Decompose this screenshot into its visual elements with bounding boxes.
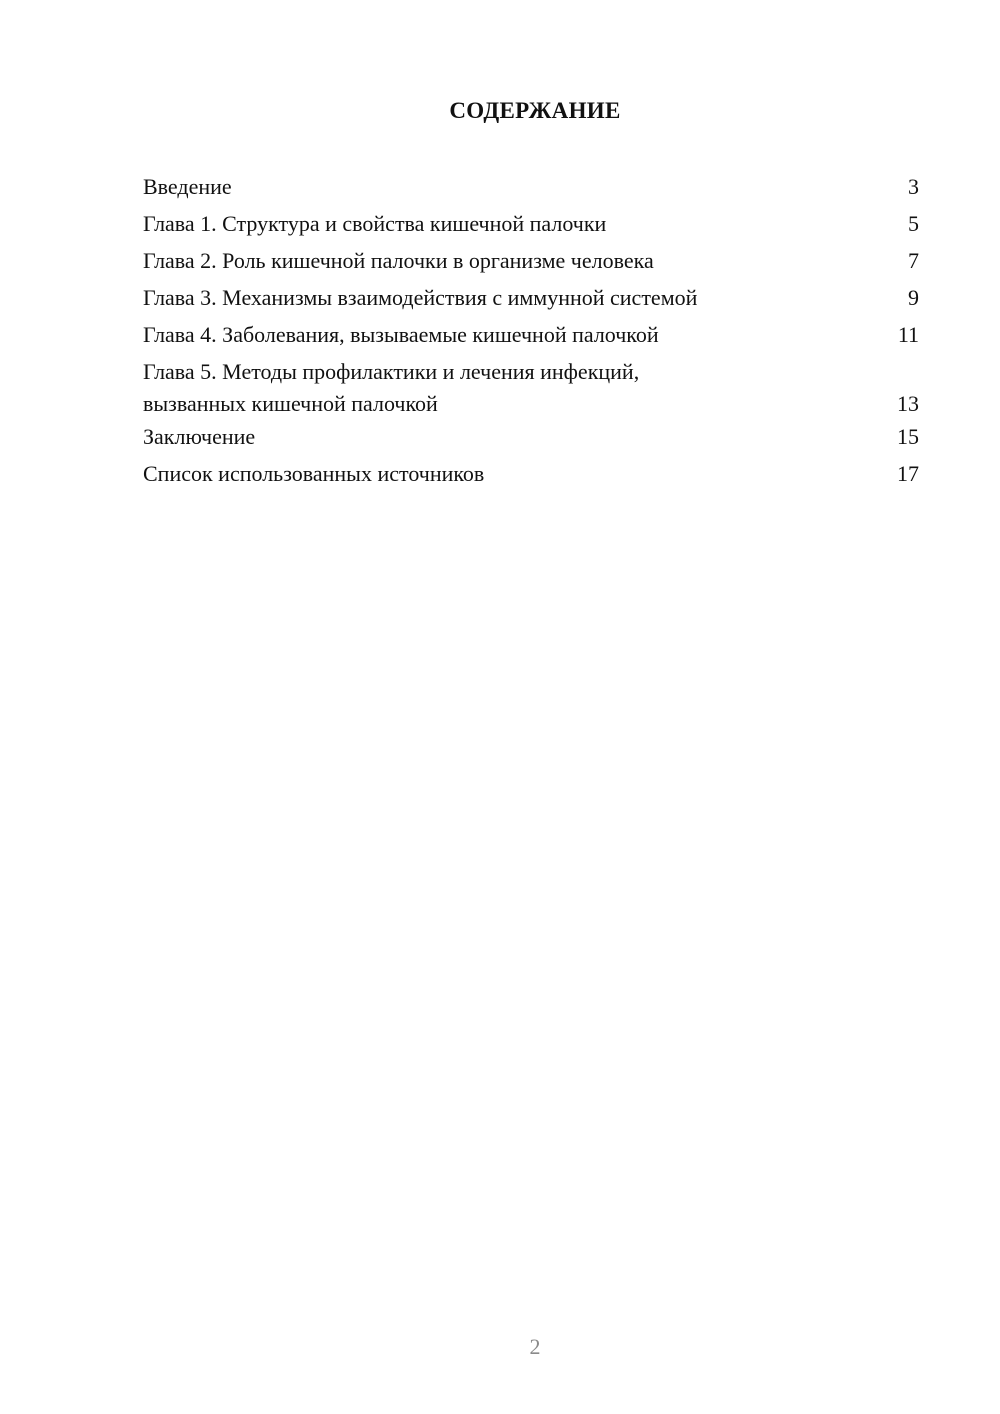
toc-entry-page: 13 bbox=[897, 391, 919, 416]
page-title: СОДЕРЖАНИЕ bbox=[449, 98, 621, 123]
toc-entry-page: 9 bbox=[908, 285, 919, 310]
toc-entry-page: 3 bbox=[908, 174, 919, 199]
toc-entry-page: 7 bbox=[908, 248, 919, 273]
toc-entry-text: Глава 4. Заболевания, вызываемые кишечной палочкой bbox=[143, 322, 659, 347]
table-of-contents bbox=[143, 171, 919, 495]
toc-entry-text: Введение bbox=[143, 174, 232, 199]
toc-entry-text: Глава 2. Роль кишечной палочки в организме человека bbox=[143, 248, 654, 273]
toc-entry-chapter-1[interactable] bbox=[143, 208, 919, 240]
toc-entry-chapter-4[interactable] bbox=[143, 319, 919, 351]
toc-entry-chapter-3[interactable] bbox=[143, 282, 919, 314]
toc-entry-page: 17 bbox=[897, 461, 919, 486]
toc-entry-references[interactable] bbox=[143, 458, 919, 490]
toc-entry-text: Глава 1. Структура и свойства кишечной палочки bbox=[143, 211, 607, 236]
toc-entry-conclusion[interactable] bbox=[143, 421, 919, 453]
toc-entry-page: 11 bbox=[897, 322, 919, 347]
page-number: 2 bbox=[529, 1334, 541, 1359]
toc-entry-chapter-5[interactable] bbox=[143, 356, 919, 420]
toc-entry-page: 5 bbox=[908, 211, 919, 236]
toc-entry-introduction[interactable] bbox=[143, 171, 919, 203]
toc-entry-text: Список использованных источников bbox=[143, 461, 485, 486]
toc-entry-page: 15 bbox=[897, 424, 919, 449]
toc-entry-text: Глава 5. Методы профилактики и лечения инфекций, вызванных кишечной палочкой bbox=[143, 359, 640, 416]
toc-entry-chapter-2[interactable] bbox=[143, 245, 919, 277]
toc-entry-text: Глава 3. Механизмы взаимодействия с иммунной системой bbox=[143, 285, 698, 310]
toc-entry-text: Заключение bbox=[143, 424, 256, 449]
